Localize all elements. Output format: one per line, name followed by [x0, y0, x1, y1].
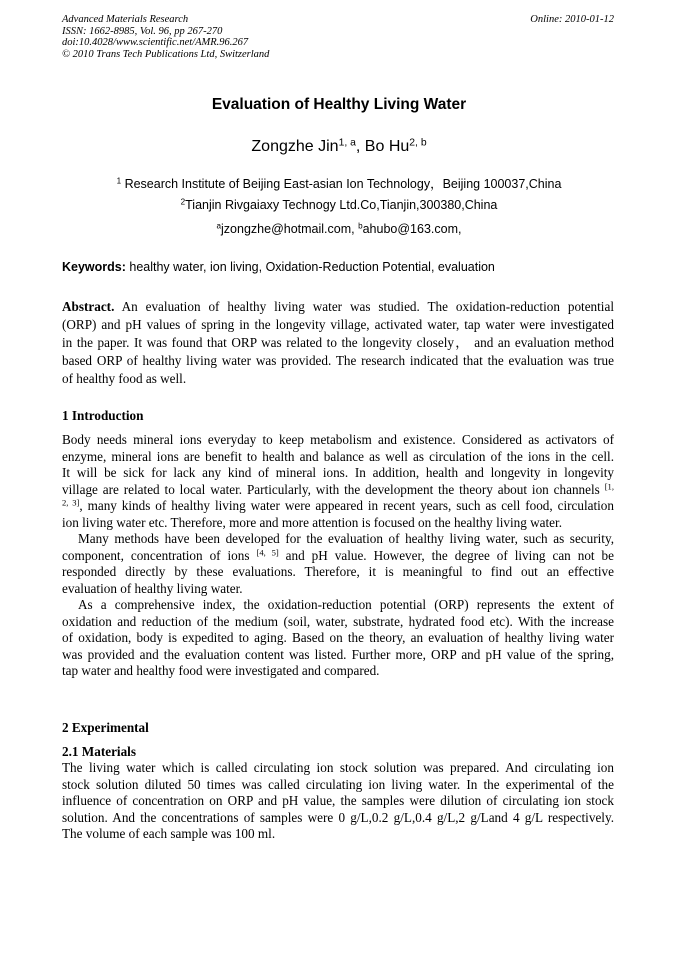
text-segment: of oxidation, body is expedited to aging. Based on the theory, an evaluation of healthy living water	[62, 630, 614, 645]
text-line	[62, 515, 614, 532]
author-1: Zongzhe Jin	[251, 138, 339, 155]
affiliation-1	[0, 174, 678, 192]
journal-header	[62, 14, 269, 60]
text-line	[62, 370, 614, 388]
keywords-label: Keywords:	[62, 260, 126, 274]
text-line	[62, 663, 614, 680]
text-line	[62, 352, 614, 370]
text-line	[62, 334, 614, 352]
abstract	[62, 298, 614, 388]
text-segment: village are related to local water. Particularly, with the development the theory about ion channels	[62, 481, 605, 497]
text-segment: Many methods have been developed for the evaluation of healthy living water, such as security,	[78, 531, 614, 546]
email-a: jzongzhe@hotmail.com,	[221, 222, 359, 236]
paper-title: Evaluation of Healthy Living Water	[211, 96, 467, 113]
text-line	[62, 548, 614, 565]
text-line	[62, 498, 614, 515]
intro-paragraph-3	[62, 597, 614, 680]
affiliation-2-text: Tianjin Rivgaiaxy Technogy Ltd.Co,Tianjin,300380,China	[185, 198, 498, 212]
text-segment: was provided and the evaluation content was listed. Further more, ORP and pH value of the spring,	[62, 646, 614, 662]
text-segment: It will be sick for lack any kind of mineral ions. In addition, health and longevity in longevity	[62, 465, 614, 480]
citation: 2, 3]	[62, 497, 80, 508]
text-segment: of healthy food as well.	[62, 371, 187, 386]
issn: ISSN: 1662-8985, Vol. 96, pp 267-270	[62, 25, 223, 37]
email-a-sup: a	[216, 221, 222, 231]
author-2-sup: 2, b	[409, 137, 427, 149]
doi: doi:10.4028/www.scientific.net/AMR.96.267	[62, 37, 249, 48]
text-segment: solution. And the concentrations of samples were 0 g/L,0.2 g/L,0.4 g/L,2 g/Land 4 g/L respectively.	[62, 809, 614, 825]
keywords-text: healthy water, ion living, Oxidation-Reduction Potential, evaluation	[125, 260, 495, 274]
text-line	[62, 465, 614, 482]
text-segment: influence of concentration on ORP and pH value, the samples were dilution of circulating ion stock	[62, 793, 614, 808]
text-line	[62, 826, 614, 843]
author-2: Bo Hu	[364, 138, 410, 155]
text-segment: As a comprehensive index, the oxidation-reduction potential (ORP) represents the extent of	[78, 597, 614, 612]
copyright: © 2010 Trans Tech Publications Ltd, Switzerland	[62, 48, 270, 60]
text-segment: and pH value. However, the degree of living can not be	[278, 547, 614, 563]
affiliation-1-text: Research Institute of Beijing East-asian Ion Technology，Beijing 100037,China	[121, 177, 562, 191]
journal-name: Advanced Materials Research	[62, 14, 189, 25]
section-2-heading: 2 Experimental	[62, 720, 149, 735]
bold-label: Abstract.	[62, 299, 115, 314]
text-line	[62, 298, 614, 316]
materials-paragraph	[62, 760, 614, 843]
text-line	[62, 316, 614, 334]
text-segment: evaluation of healthy living water.	[62, 580, 243, 596]
text-line	[62, 630, 614, 647]
text-segment: component, concentration of ions	[62, 547, 257, 563]
keywords	[62, 260, 495, 274]
intro-paragraph-1	[62, 432, 614, 531]
affiliation-1-sup: 1	[116, 176, 122, 186]
text-segment: An evaluation of healthy living water was studied. The oxidation-reduction potential	[114, 299, 614, 314]
text-segment: Body needs mineral ions everyday to keep metabolism and existence. Considered as activators of	[62, 432, 614, 447]
text-segment: in the paper. It was found that ORP was related to the longevity closely， and an evaluation method	[62, 335, 614, 350]
affiliation-2-sup: 2	[180, 197, 186, 207]
affiliation-2	[0, 198, 678, 212]
text-line	[62, 531, 614, 548]
text-line	[62, 581, 614, 598]
text-segment: based ORP of healthy living water was provided. The research indicated that the evaluation was true	[62, 353, 614, 368]
text-line	[62, 449, 614, 466]
text-segment: tap water and healthy food were investigated and compared.	[62, 663, 380, 678]
subsection-2-1-heading: 2.1 Materials	[62, 744, 136, 759]
text-segment: responded directly by these evaluations. Therefore, it is meaningful to find out an effective	[62, 564, 614, 579]
text-line	[62, 760, 614, 777]
author-sep: ,	[355, 138, 365, 155]
text-segment: oxidation and reduction of the medium (soil, water, substrate, hydrated food etc). With the increase	[62, 613, 614, 629]
emails	[0, 222, 678, 236]
text-segment: stock solution diluted 50 times was called circulating ion living water. In the experimental of the	[62, 776, 614, 792]
text-segment: The living water which is called circulating ion stock solution was prepared. And circulating ion	[62, 760, 614, 775]
text-segment: ion living water etc. Therefore, more and more attention is focused on the healthy living water.	[62, 514, 562, 530]
text-line	[62, 482, 614, 499]
text-segment: (ORP) and pH values of spring in the longevity village, activated water, tap water were investigated	[62, 317, 614, 332]
text-line	[62, 614, 614, 631]
online-date: Online: 2010-01-12	[530, 14, 614, 25]
text-line	[62, 810, 614, 827]
authors	[0, 138, 678, 156]
text-line	[62, 793, 614, 810]
email-b-sup: b	[358, 221, 363, 231]
intro-paragraph-2	[62, 531, 614, 597]
text-line	[62, 597, 614, 614]
text-line	[62, 432, 614, 449]
citation: [1,	[604, 480, 614, 491]
text-line	[62, 777, 614, 794]
section-1-heading: 1 Introduction	[62, 408, 144, 423]
email-b: ahubo@163.com,	[362, 222, 462, 236]
text-line	[62, 647, 614, 664]
text-segment: enzyme, mineral ions are benefit to health and balance as well as circulation of the ions in the cell.	[62, 448, 614, 464]
author-1-sup: 1, a	[338, 137, 356, 149]
citation: [4, 5]	[256, 546, 279, 557]
text-segment: The volume of each sample was 100 ml.	[62, 826, 276, 841]
text-line	[62, 564, 614, 581]
text-segment: , many kinds of healthy living water were appeared in recent years, such as cell food, circulation	[79, 498, 614, 513]
